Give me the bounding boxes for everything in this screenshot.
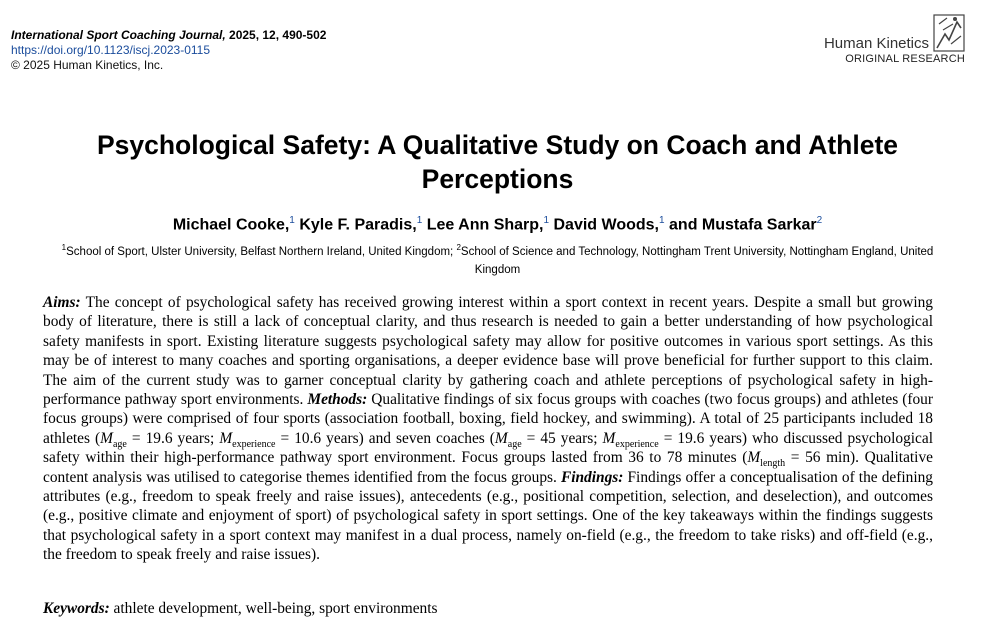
math-m: M <box>494 429 508 447</box>
affiliation-2: School of Science and Technology, Nottingham Trent University, Nottingham England, United Kingdom <box>460 245 934 276</box>
methods-text: = 45 years; <box>521 429 603 447</box>
aims-label: Aims: <box>43 294 81 311</box>
methods-text: = 10.6 years) and seven coaches ( <box>275 429 495 447</box>
abstract <box>43 293 933 565</box>
human-kinetics-logo-icon <box>933 14 965 52</box>
publisher-block <box>824 14 965 65</box>
copyright: © 2025 Human Kinetics, Inc. <box>11 58 164 72</box>
publisher-name: Human Kinetics <box>823 34 929 52</box>
keywords-text: athlete development, well-being, sport environments <box>109 600 438 617</box>
affiliation-marker: 1 <box>61 243 67 252</box>
methods-label: Methods: <box>307 391 368 409</box>
methods-text: = 19.6 years; <box>126 429 220 447</box>
author-affiliation-marker: 1 <box>416 215 423 226</box>
author-affiliation-marker: 1 <box>543 215 550 226</box>
affiliations <box>0 239 995 279</box>
keywords <box>43 600 438 618</box>
author-affiliation-marker: 1 <box>659 215 665 226</box>
math-subscript: age <box>507 438 522 450</box>
keywords-label: Keywords: <box>43 600 110 617</box>
article-type: ORIGINAL RESEARCH <box>845 53 965 65</box>
author: Lee Ann Sharp, <box>426 216 544 234</box>
doi-link[interactable]: https://doi.org/10.1123/iscj.2023-0115 <box>11 43 211 57</box>
math-m: M <box>219 429 233 447</box>
article-header <box>11 28 326 73</box>
volume-pages: 2025, 12, 490-502 <box>225 28 327 42</box>
math-m: M <box>602 429 616 447</box>
author-affiliation-marker: 1 <box>289 215 295 226</box>
citation <box>11 28 326 43</box>
author: Kyle F. Paradis, <box>299 216 417 234</box>
author-list <box>0 215 995 234</box>
article-title: Psychological Safety: A Qualitative Study on Coach and Athlete Perceptions <box>96 130 899 194</box>
methods-text: Qualitative findings of six focus groups with coaches (two focus groups) and athletes (four focus groups) were comprised of four sports (association football, boxing, field hockey, and swimming). A total of 25 participants included 18 athletes ( <box>43 391 933 447</box>
author: Michael Cooke, <box>172 216 290 234</box>
author: David Woods, <box>553 216 659 234</box>
math-m: M <box>100 429 113 447</box>
findings-text: Findings offer a conceptualisation of the defining attributes (e.g., freedom to speak freely and raise issues), antecedents (e.g., positional competition, selection, and deselection), and outcomes (e.g., positive climate and enjoyment of sport) of psychological safety in sport settings. One of the key takeaways within the findings suggests that psychological safety in a sport context may manifest in a dual process, namely on-field (e.g., the freedom to take risks) and off-field (e.g., the freedom to speak freely and raise issues). <box>43 468 933 564</box>
author-affiliation-marker: 2 <box>816 215 823 226</box>
math-subscript: experience <box>615 438 659 450</box>
affiliation-marker: 2 <box>456 243 461 252</box>
affiliation-1: School of Sport, Ulster University, Belfast Northern Ireland, United Kingdom; <box>66 245 457 258</box>
journal-name: International Sport Coaching Journal, <box>11 28 226 42</box>
math-subscript: age <box>112 438 127 450</box>
author: and Mustafa Sarkar <box>669 216 817 234</box>
methods-text: = 19.6 years) who discussed psychological safety within their high-performance pathway sport environment. Focus groups lasted from 36 to 78 minutes ( <box>43 429 933 467</box>
methods-text: = 56 min). Qualitative content analysis was utilised to categorise themes identified from the focus groups. <box>43 449 933 486</box>
math-subscript: length <box>760 458 786 470</box>
findings-label: Findings: <box>560 468 624 486</box>
math-m: M <box>747 449 761 467</box>
aims-text: The concept of psychological safety has received growing interest within a sport context in recent years. Despite a small but growing body of literature, there is still a lack of conceptual clarity, and thus research is needed to gain a better understanding of how psychological safety manifests in sport. Existing literature suggests psychological safety may allow for positive outcomes in various sport settings. As this may be of interest to many coaches and sporting organisations, a deeper evidence base will prove beneficial for further support to this claim. The aim of the current study was to garner conceptual clarity by gathering coach and athlete perceptions of psychological safety in high-performance pathway sport environments. <box>43 294 933 409</box>
math-subscript: experience <box>232 438 276 450</box>
